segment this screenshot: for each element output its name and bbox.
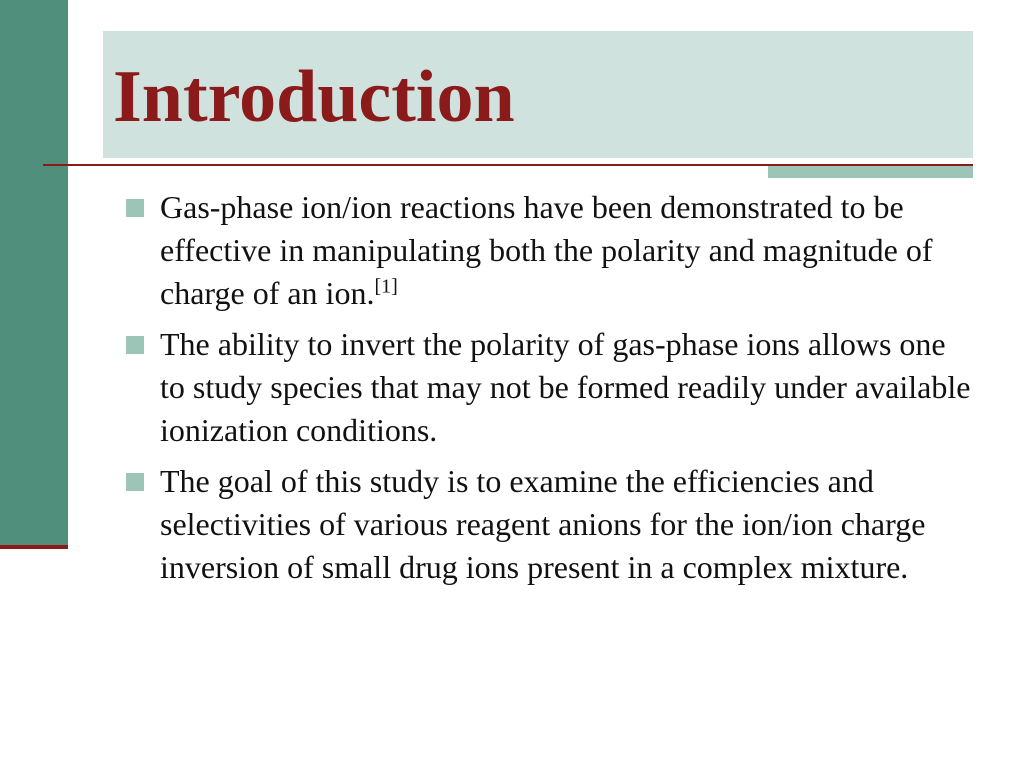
slide-title: Introduction: [113, 56, 515, 138]
bullet-list: [126, 186, 976, 597]
bullet-text: Gas-phase ion/ion reactions have been demonstrated to be effective in manipulating both the polarity and magnitude of charge of an ion.: [160, 189, 933, 311]
bullet-item: [126, 186, 976, 315]
bullet-text: The goal of this study is to examine the efficiencies and selectivities of various reagent anions for the ion/ion charge inversion of small drug ions present in a complex mixture.: [160, 463, 926, 585]
square-bullet-icon: [126, 336, 144, 354]
bullet-text: The ability to invert the polarity of gas-phase ions allows one to study species that may not be formed readily under available ionization conditions.: [160, 326, 971, 448]
title-divider-accent: [768, 166, 973, 178]
square-bullet-icon: [126, 473, 144, 491]
citation-reference: [1]: [374, 275, 398, 298]
bullet-item: [126, 323, 976, 452]
square-bullet-icon: [126, 199, 144, 217]
left-accent-bar: [0, 0, 68, 545]
left-accent-underline: [0, 545, 68, 549]
bullet-item: [126, 460, 976, 589]
